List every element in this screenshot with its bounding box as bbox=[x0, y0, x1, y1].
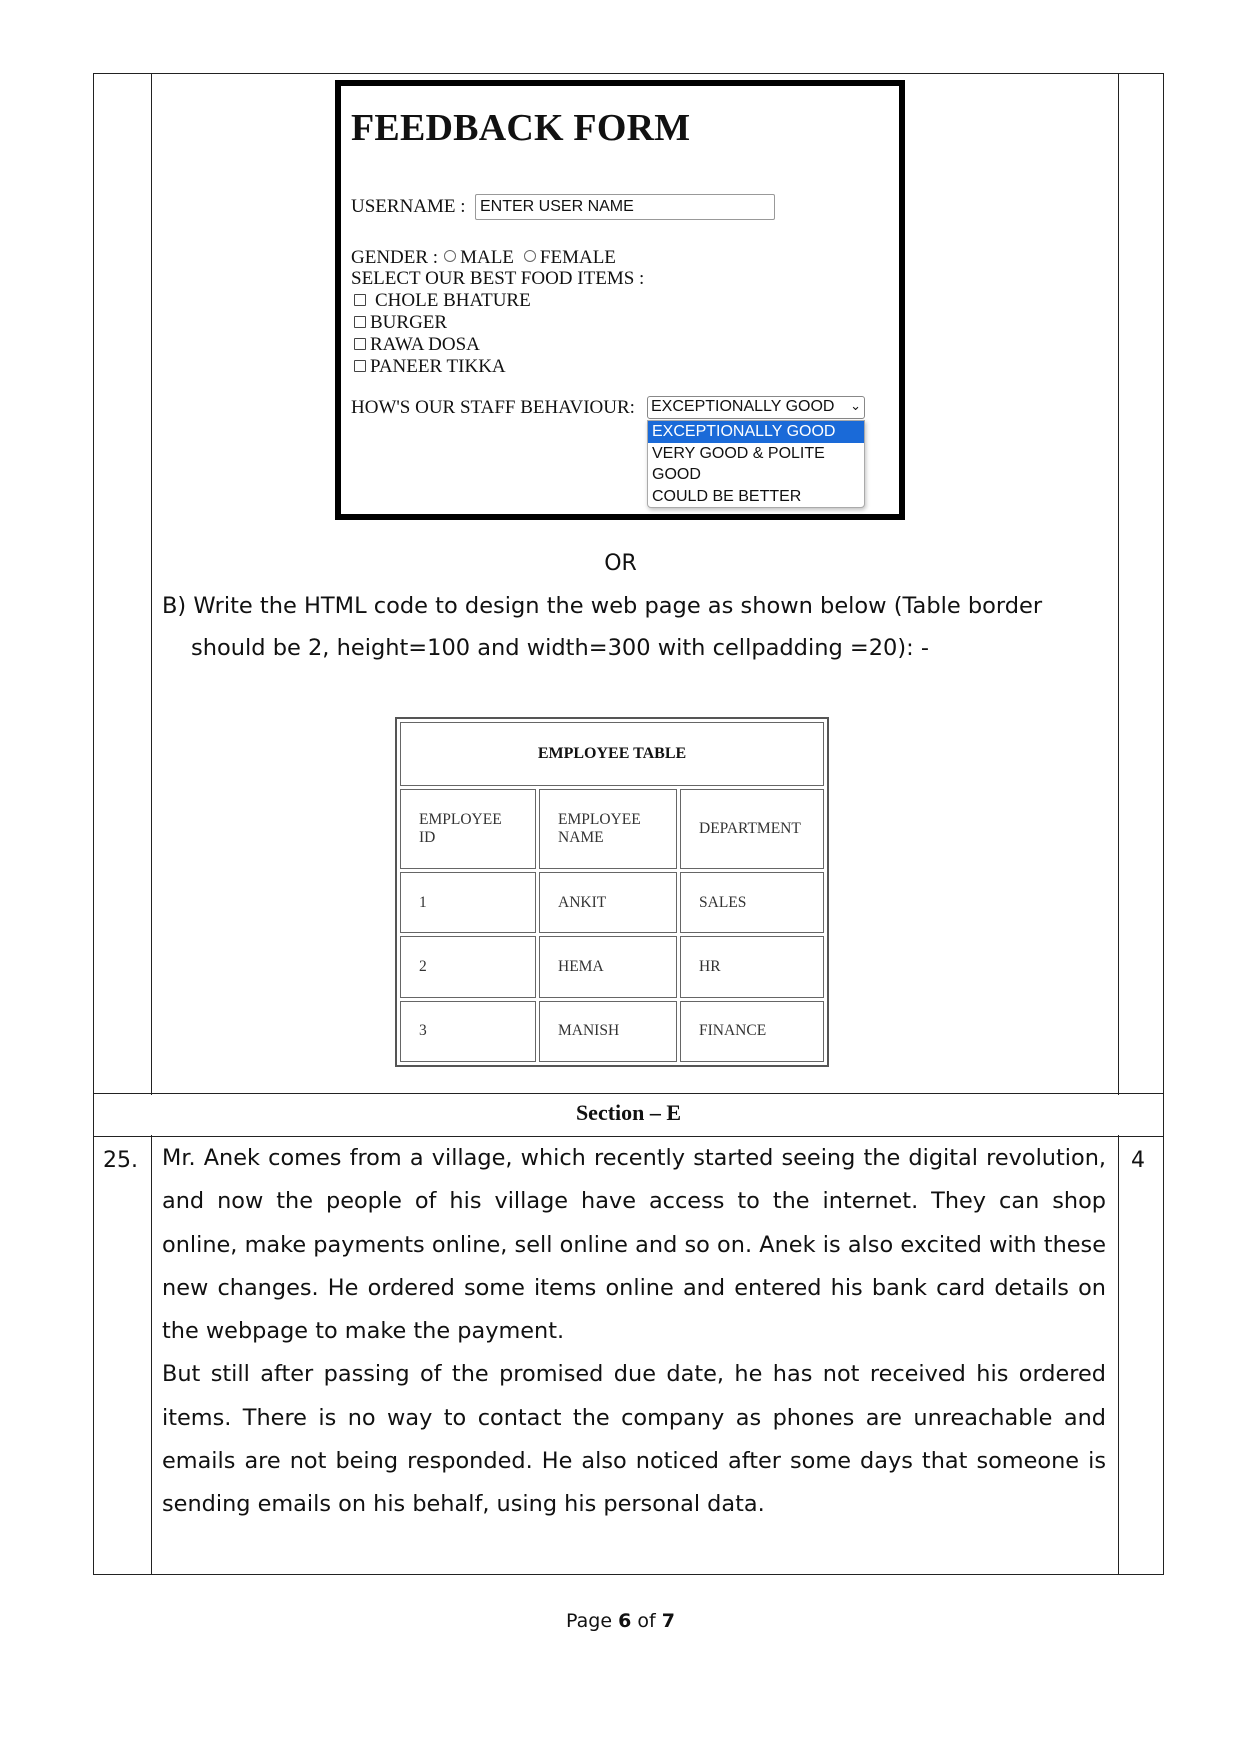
question-number: 25. bbox=[103, 1148, 138, 1173]
dropdown-option[interactable]: VERY GOOD & POLITE bbox=[652, 444, 825, 462]
total-pages: 7 bbox=[661, 1610, 675, 1632]
table-cell: MANISH bbox=[539, 1001, 677, 1062]
table-header-cell: EMPLOYEE ID bbox=[400, 789, 536, 869]
current-page: 6 bbox=[618, 1610, 632, 1632]
food-item-label: RAWA DOSA bbox=[370, 334, 480, 355]
food-item-label: PANEER TIKKA bbox=[370, 356, 506, 377]
female-radio[interactable] bbox=[524, 250, 536, 262]
food-item-chole[interactable] bbox=[351, 290, 531, 312]
staff-label: HOW'S OUR STAFF BEHAVIOUR: bbox=[351, 397, 635, 418]
column-divider-left bbox=[151, 73, 152, 1575]
staff-select[interactable] bbox=[647, 396, 865, 419]
table-header-cell: EMPLOYEE NAME bbox=[539, 789, 677, 869]
employee-table bbox=[395, 717, 829, 1067]
dropdown-option[interactable]: COULD BE BETTER bbox=[652, 487, 802, 505]
food-item-dosa[interactable] bbox=[351, 334, 480, 356]
table-cell: HEMA bbox=[539, 936, 677, 997]
username-label: USERNAME : bbox=[351, 196, 466, 217]
column-divider-right bbox=[1118, 73, 1119, 1575]
female-label: FEMALE bbox=[539, 247, 616, 268]
food-item-paneer[interactable] bbox=[351, 356, 506, 378]
paragraph: Mr. Anek comes from a village, which recently started seeing the digital revolution, and now the people of his village have access to the internet. They can shop online, make payments online, sell online and so on. Anek is also excited with these new changes. He ordered some items online and entered his bank card details on the webpage to make the payment. bbox=[162, 1145, 1106, 1345]
section-title: Section – E bbox=[575, 1100, 682, 1125]
table-caption: EMPLOYEE TABLE bbox=[400, 722, 824, 786]
table-cell: SALES bbox=[680, 872, 824, 933]
male-label: MALE bbox=[460, 247, 514, 268]
gender-row bbox=[351, 247, 616, 269]
table-cell: 1 bbox=[400, 872, 536, 933]
food-item-label: CHOLE BHATURE bbox=[375, 290, 531, 311]
gender-label: GENDER : bbox=[351, 247, 439, 268]
table-cell: 3 bbox=[400, 1001, 536, 1062]
table-row bbox=[400, 1001, 824, 1062]
username-input[interactable]: ENTER USER NAME bbox=[475, 194, 775, 220]
chevron-down-icon: ⌄ bbox=[850, 398, 861, 413]
checkbox-icon[interactable] bbox=[354, 338, 366, 350]
food-label: SELECT OUR BEST FOOD ITEMS : bbox=[351, 268, 645, 289]
table-cell: ANKIT bbox=[539, 872, 677, 933]
or-separator: OR bbox=[604, 551, 637, 576]
question-b-line2: should be 2, height=100 and width=300 with cellpadding =20): - bbox=[191, 635, 930, 661]
table-row bbox=[400, 872, 824, 933]
food-item-label: BURGER bbox=[370, 312, 448, 333]
staff-selected-value: EXCEPTIONALLY GOOD bbox=[651, 398, 835, 415]
dropdown-option[interactable]: EXCEPTIONALLY GOOD bbox=[648, 421, 864, 443]
feedback-form-screenshot bbox=[335, 80, 905, 520]
form-title: FEEDBACK FORM bbox=[351, 107, 691, 149]
dropdown-option[interactable]: GOOD bbox=[652, 466, 701, 483]
checkbox-icon[interactable] bbox=[354, 316, 366, 328]
paragraph: But still after passing of the promised due date, he has not received his ordered items. There is no way to contact the company as phones are unreachable and emails are not being responded. He also noticed after some days that someone is sending emails on his behalf, using his personal data. bbox=[162, 1361, 1106, 1518]
table-row bbox=[400, 936, 824, 997]
staff-dropdown-list bbox=[647, 420, 865, 508]
male-radio[interactable] bbox=[444, 250, 456, 262]
page-footer: Page 6 of 7 bbox=[566, 1610, 675, 1632]
checkbox-icon[interactable] bbox=[354, 294, 366, 306]
checkbox-icon[interactable] bbox=[354, 360, 366, 372]
table-header-cell: DEPARTMENT bbox=[680, 789, 824, 869]
food-item-burger[interactable] bbox=[351, 312, 447, 334]
table-cell: 2 bbox=[400, 936, 536, 997]
question-25-text bbox=[162, 1137, 1106, 1527]
table-cell: HR bbox=[680, 936, 824, 997]
table-cell: FINANCE bbox=[680, 1001, 824, 1062]
question-marks: 4 bbox=[1131, 1148, 1145, 1173]
row-divider-top bbox=[93, 1093, 1164, 1094]
question-b-line1: B) Write the HTML code to design the web page as shown below (Table border bbox=[162, 593, 1043, 619]
